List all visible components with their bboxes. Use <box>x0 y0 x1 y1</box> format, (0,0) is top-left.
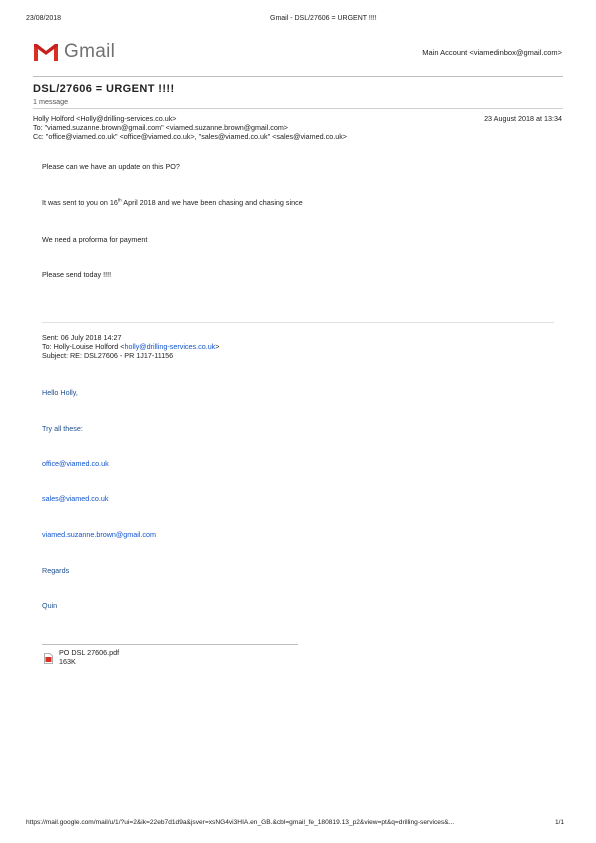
to-line: To: "viamed.suzanne.brown@gmail.com" <viamed.suzanne.brown@gmail.com> <box>33 123 289 132</box>
quoted-sent: Sent: 06 July 2018 14:27 <box>42 333 122 342</box>
sender: Holly Holford <Holly@drilling-services.co.uk> <box>33 114 177 123</box>
quoted-try: Try all these: <box>42 424 83 433</box>
body-line-3: We need a proforma for payment <box>42 235 148 244</box>
body-line-4: Please send today !!!! <box>42 270 112 279</box>
quoted-regards: Regards <box>42 566 70 575</box>
print-date: 23/08/2018 <box>26 15 62 22</box>
email-link-sales[interactable]: sales@viamed.co.uk <box>42 494 109 503</box>
quote-divider <box>42 322 554 323</box>
gmail-logo-icon <box>33 42 59 62</box>
attachment-name[interactable]: PO DSL 27606.pdf <box>59 648 120 657</box>
attachment-divider <box>42 644 298 645</box>
message-count: 1 message <box>33 97 69 106</box>
email-link-suzanne[interactable]: viamed.suzanne.brown@gmail.com <box>42 530 156 539</box>
print-title: Gmail - DSL/27606 = URGENT !!!! <box>270 15 377 22</box>
quoted-to: To: Holly-Louise Holford <holly@drilling-services.co.uk> <box>42 342 220 351</box>
cc-line: Cc: "office@viamed.co.uk" <office@viamed.co.uk>, "sales@viamed.co.uk" <sales@viamed.co.uk> <box>33 132 347 141</box>
quoted-subject: Subject: RE: DSL27606 - PR 1J17-11156 <box>42 351 174 360</box>
pdf-file-icon[interactable] <box>44 651 53 662</box>
quoted-to-link[interactable]: holly@drilling-services.co.uk <box>124 342 216 351</box>
body-line-1: Please can we have an update on this PO? <box>42 162 180 171</box>
quoted-greeting: Hello Holly, <box>42 388 78 397</box>
footer-page-number: 1/1 <box>555 819 565 826</box>
body-line-2: It was sent to you on 16th April 2018 and we have been chasing and chasing since <box>42 197 303 207</box>
footer-url: https://mail.google.com/mail/u/1/?ui=2&ik=22eb7d1d9a&jsver=xsNG4vi3HIA.en_GB.&cbl=gmail_fe_180819.13_p2&view=pt&q=drilling-services&... <box>26 819 455 826</box>
attachment-size: 163K <box>59 657 76 666</box>
message-date: 23 August 2018 at 13:34 <box>484 114 562 123</box>
thread-subject: DSL/27606 = URGENT !!!! <box>33 83 175 95</box>
account-label: Main Account <viamedinbox@gmail.com> <box>422 48 562 57</box>
header-divider <box>33 76 563 77</box>
quoted-signature: Quin <box>42 601 58 610</box>
email-link-office[interactable]: office@viamed.co.uk <box>42 459 109 468</box>
subject-divider <box>33 108 563 109</box>
gmail-wordmark: Gmail <box>64 41 116 62</box>
